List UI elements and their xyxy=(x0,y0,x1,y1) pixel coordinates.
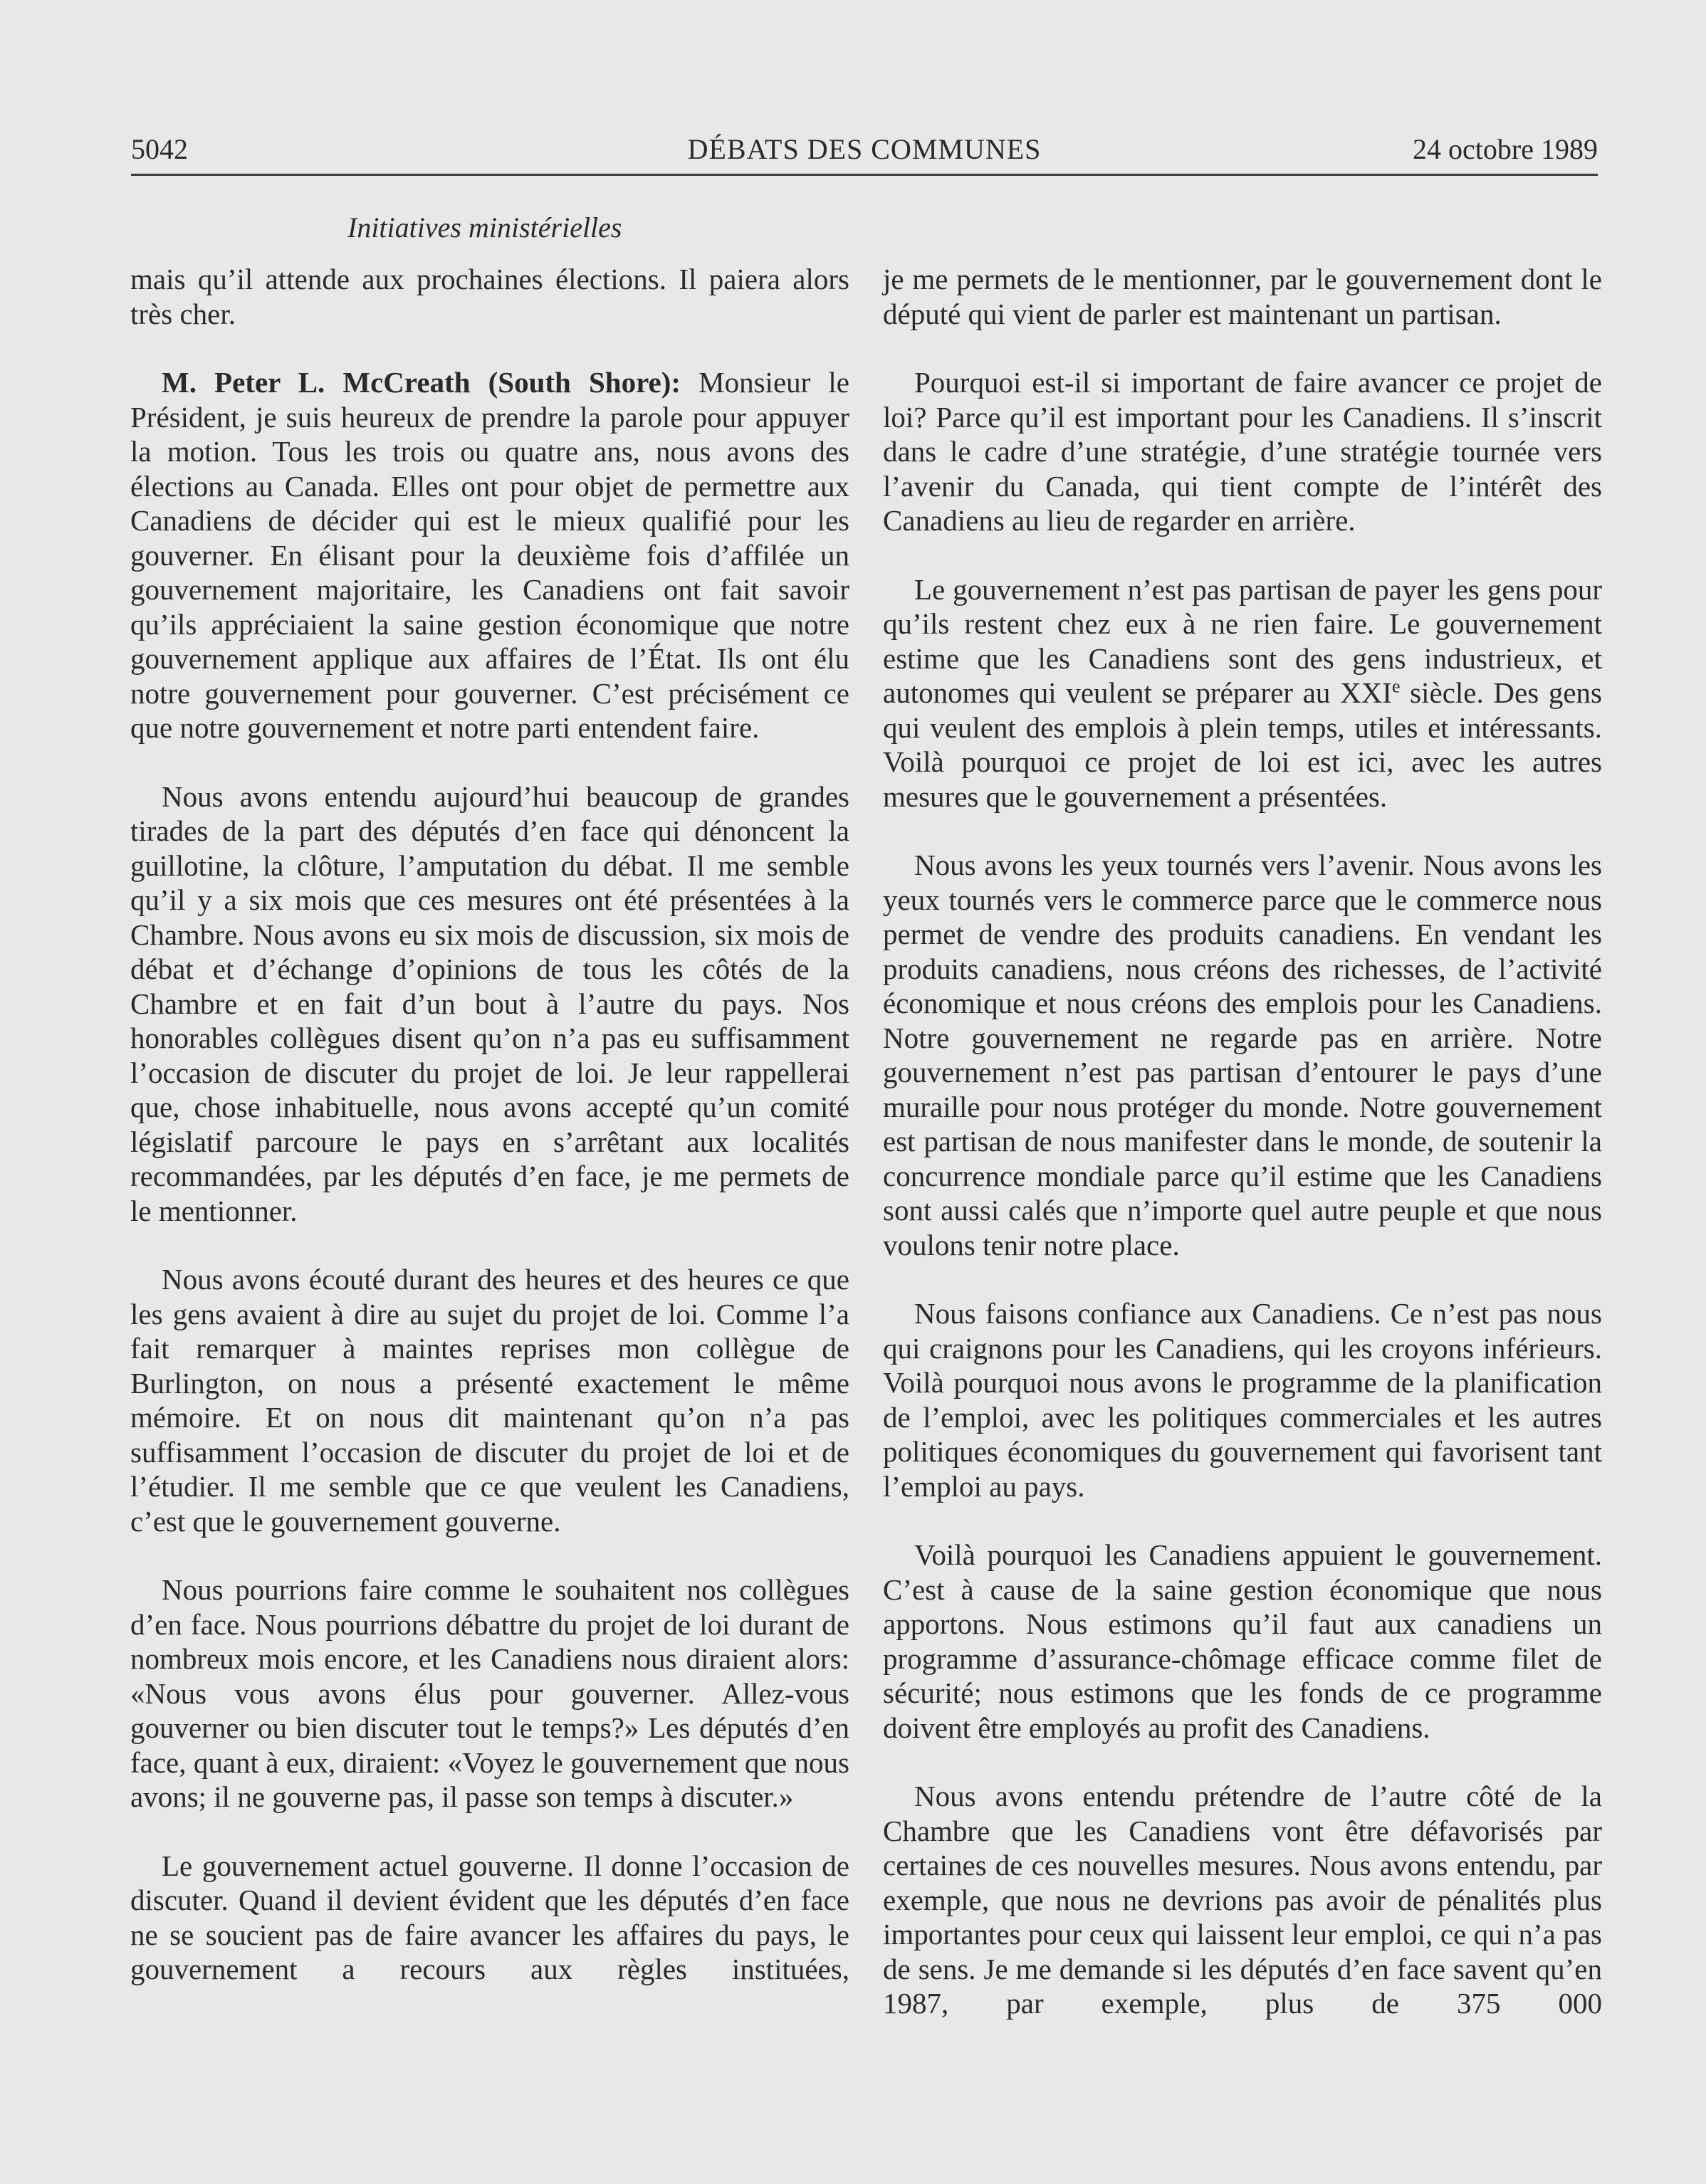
paragraph: Le gouvernement actuel gouverne. Il donne l’occasion de discuter. Quand il devient évident que les députés d’en face ne se soucient pas de faire avancer les affaires du pays, le gouvernement a recours aux règles instituées, xyxy=(130,1849,849,1985)
paragraph xyxy=(130,365,849,745)
page-header xyxy=(131,132,1598,176)
right-column xyxy=(883,262,1602,2021)
paragraph: Nous faisons confiance aux Canadiens. Ce n’est pas nous qui craignons pour les Canadiens, qui les croyons inférieurs. Voilà pourquoi nous avons le programme de la planification de l’emploi, avec les politiques commerciales et les autres politiques économiques du gouvernement qui favorisent tant l’emploi au pays. xyxy=(883,1297,1602,1503)
paragraph: Pourquoi est-il si important de faire avancer ce projet de loi? Parce qu’il est important pour les Canadiens. Il s’inscrit dans le cadre d’une stratégie, d’une stratégie tournée vers l’avenir du Canada, qui tient compte de l’intérêt des Canadiens au lieu de regarder en arrière. xyxy=(883,366,1602,537)
paragraph xyxy=(883,572,1602,814)
left-column xyxy=(130,262,849,1987)
paragraph: Nous avons les yeux tournés vers l’avenir. Nous avons les yeux tournés vers le commerce parce que le commerce nous permet de vendre des produits canadiens. En vendant les produits canadiens, nous créons des richesses, de l’activité économique et nous créons des emplois pour les Canadiens. Notre gouvernement ne regarde pas en arrière. Notre gouvernement n’est pas partisan d’entourer le pays d’une muraille pour nous protéger du monde. Notre gouvernement est partisan de nous manifester dans le monde, de soutenir la concurrence mondiale parce qu’il estime que les Canadiens sont aussi calés que n’importe quel autre peuple et que nous voulons tenir notre place. xyxy=(883,849,1602,1261)
speaker-name: M. Peter L. McCreath (South Shore): xyxy=(162,366,681,399)
paragraph-text: Le gouvernement n’est pas partisan de payer les gens pour qu’ils restent chez eux à ne rien faire. Le gouvernement estime que les Canadiens sont des gens industrieux, et autonomes qui veulent se préparer au XXI xyxy=(883,572,1602,709)
paragraph: mais qu’il attende aux prochaines élections. Il paiera alors très cher. xyxy=(130,263,849,330)
paragraph: Nous avons écouté durant des heures et des heures ce que les gens avaient à dire au sujet du projet de loi. Comme l’a fait remarquer à maintes reprises mon collègue de Burlington, on nous a présenté exactement le même mémoire. Et on nous dit maintenant qu’on n’a pas suffisamment l’occasion de discuter du projet de loi et de l’étudier. Il me semble que ce que veulent les Canadiens, c’est que le gouvernement gouverne. xyxy=(130,1263,849,1538)
paragraph: Nous avons entendu prétendre de l’autre côté de la Chambre que les Canadiens vont être défavorisés par certaines de ces nouvelles mesures. Nous avons entendu, par exemple, que nous ne devrions pas avoir de pénalités plus importantes pour ceux qui laissent leur emploi, ce qui n’a pas de sens. Je me demande si les députés d’en face savent qu’en 1987, par exemple, plus de 375 000 xyxy=(883,1780,1602,2020)
section-label: Initiatives ministérielles xyxy=(347,211,622,243)
paragraph-text: Monsieur le Président, je suis heureux de prendre la parole pour appuyer la motion. Tous les trois ou quatre ans, nous avons des élections au Canada. Elles ont pour objet de permettre aux Canadiens de décider qui est le mieux qualifié pour les gouverner. En élisant pour la deuxième fois d’affilée un gouvernement majoritaire, les Canadiens ont fait savoir qu’ils appréciaient la saine gestion économique que notre gouvernement applique aux affaires de l’État. Ils ont élu notre gouvernement pour gouverner. C’est précisément ce que notre gouvernement et notre parti entendent faire. xyxy=(130,366,849,744)
paragraph: je me permets de le mentionner, par le gouvernement dont le député qui vient de parler est maintenant un partisan. xyxy=(883,263,1602,330)
page-number: 5042 xyxy=(131,133,188,165)
paragraph-text: siècle. Des gens qui veulent des emplois à plein temps, utiles et intéressants. Voilà pourquoi ce projet de loi est ici, avec les autres mesures que le gouvernement a présentées. xyxy=(883,676,1603,813)
publication-title: DÉBATS DES COMMUNES xyxy=(687,133,1042,165)
paragraph: Nous pourrions faire comme le souhaitent nos collègues d’en face. Nous pourrions débattre du projet de loi durant de nombreux mois encore, et les Canadiens nous diraient alors: «Nous vous avons élus pour gouverner. Allez-vous gouverner ou bien discuter tout le temps?» Les députés d’en face, quant à eux, diraient: «Voyez le gouvernement que nous avons; il ne gouverne pas, il passe son temps à discuter.» xyxy=(130,1573,849,1813)
paragraph: Nous avons entendu aujourd’hui beaucoup de grandes tirades de la part des députés d’en face qui dénoncent la guillotine, la clôture, l’amputation du débat. Il me semble qu’il y a six mois que ces mesures ont été présentées à la Chambre. Nous avons eu six mois de discussion, six mois de débat et d’échange d’opinions de tous les côtés de la Chambre et en fait d’un bout à l’autre du pays. Nos honorables collègues disent qu’on n’a pas eu suffisamment l’occasion de discuter du projet de loi. Je leur rappellerai que, chose inhabituelle, nous avons accepté qu’un comité législatif parcoure le pays en s’arrêtant aux localités recommandées, par les députés d’en face, je me permets de le mentionner. xyxy=(130,779,849,1227)
page-date: 24 octobre 1989 xyxy=(1413,133,1598,165)
superscript: e xyxy=(1391,676,1401,697)
paragraph: Voilà pourquoi les Canadiens appuient le gouvernement. C’est à cause de la saine gestion économique que nous apportons. Nous estimons qu’il faut aux canadiens un programme d’assurance-chômage efficace comme filet de sécurité; nous estimons que les fonds de ce programme doivent être employés au profit des Canadiens. xyxy=(883,1538,1602,1744)
